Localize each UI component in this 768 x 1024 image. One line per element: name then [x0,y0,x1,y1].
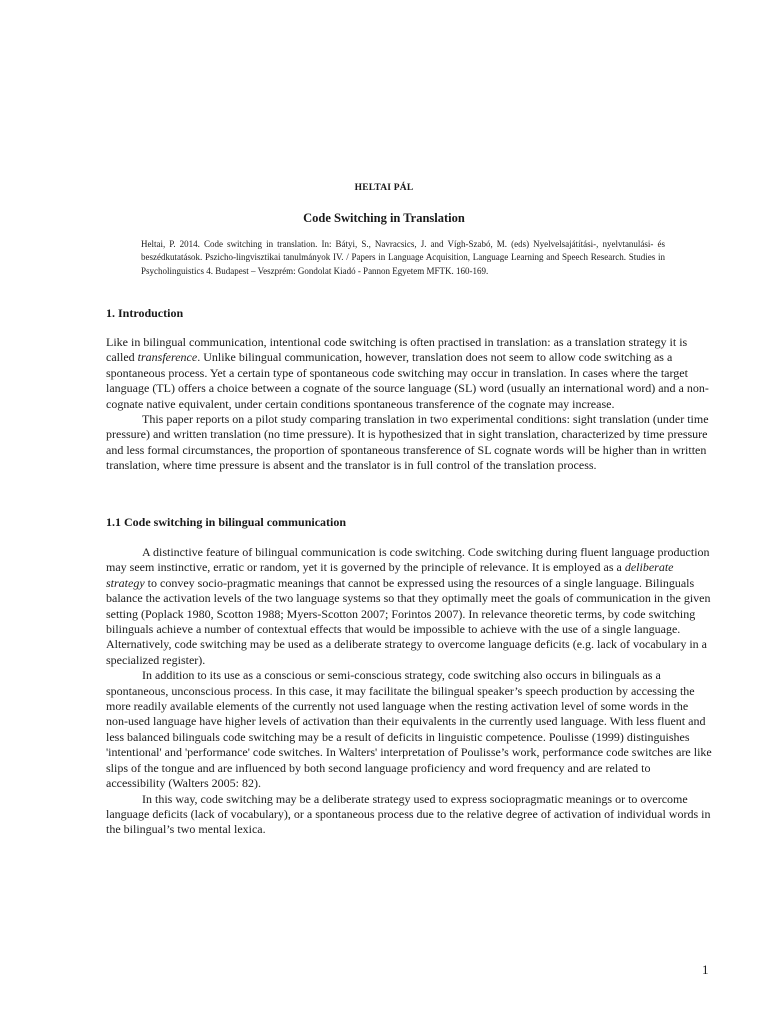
intro-p1-text-b: . Unlike bilingual communication, however, translation does not seem to allow code switching as a spontaneous process. Yet a certain type of spontaneous code switching may occur in translation. In cases where the target language (TL) offers a choice between a cognate of the source language (SL) word (usually an international word) and a non-cognate native equivalent, under certain conditions spontaneous transference of the cognate may increase. [106,350,709,411]
cs-p1-text-a: A distinctive feature of bilingual communication is code switching. Code switching during fluent language production may seem instinctive, erratic or random, yet it is governed by the principle of relevance. It is employed as a [106,545,710,575]
cs-p1-text-b: to convey socio-pragmatic meanings that cannot be expressed using the resources of a single language. Bilinguals balance the activation levels of the two language systems so that they optimally meet the goals of communication in the given setting (Poplack 1980, Scotton 1988; Myers-Scotton 2007; Forintos 2007). In relevance theoretic terms, by code switching bilinguals achieve a number of contextual effects that would be impossible to achieve with the use of a single language. Alternatively, code switching may be used as a deliberate strategy to overcome language deficits (e.g. lack of vocabulary in a specialized register). [106,575,711,667]
section-heading-introduction: 1. Introduction [106,306,184,320]
intro-paragraph-1 [106,335,712,412]
cs-paragraph-1 [106,545,712,668]
intro-p1-text-a: Like in bilingual communication, intentional code switching is often practised in translation: as a translation strategy it is called [106,335,688,365]
author-name: HELTAI PÁL [354,183,414,193]
cs-paragraph-3: In this way, code switching may be a deliberate strategy used to express sociopragmatic meanings or to overcome language deficits (lack of vocabulary), or a spontaneous process due to the relative degree of activation of individual words in the bilingual’s two mental lexica. [106,791,711,837]
cs-paragraph-2: In addition to its use as a conscious or semi-conscious strategy, code switching also occurs in bilinguals as a spontaneous, unconscious process. In this case, it may facilitate the bilingual speaker’s speech production by accessing the more readily available elements of the currently not used language when the resting activation level of some words in the non-used language have higher levels of activation than their equivalents in the currently used language. With less fluent and less balanced bilinguals code switching may be a result of deficits in linguistic competence. Poulisse (1999) distinguishes 'intentional' and 'performance' code switches. In Walters' interpretation of Poulisse’s work, performance code switches are like slips of the tongue and are influenced by both second language proficiency and word frequency and are related to accessibility (Walters 2005: 82). [106,668,712,791]
page-number: 1 [702,962,709,977]
section-heading-code-switching: 1.1 Code switching in bilingual communication [106,515,347,529]
cs-p1-emphasis: deliberate strategy [106,560,674,590]
code-switching-body [106,545,712,838]
paper-title: Code Switching in Translation [303,211,465,225]
citation-block: Heltai, P. 2014. Code switching in translation. In: Bátyi, S., Navracsics, J. and Vígh-Szabó, M. (eds) Nyelvelsajátítási-, nyelvtanulási- és beszédkutatások. Pszicho-lingvisztikai tanulmányok IV. / Papers in Language Acquisition, Language Learning and Speech Research. Studies in Psycholinguistics 4. Budapest – Veszprém: Gondolat Kiadó - Pannon Egyetem MFTK. 160-169. [141,239,665,276]
intro-paragraph-2: This paper reports on a pilot study comparing translation in two experimental conditions: sight translation (under time pressure) and written translation (no time pressure). It is hypothesized that in sight translation, characterized by time pressure and less formal circumstances, the proportion of spontaneous transference of SL cognate words will be higher than in written translation, where time pressure is absent and the translator is in full control of the translation process. [106,412,709,473]
intro-p1-emphasis: transference [137,350,198,365]
introduction-body [106,335,712,474]
